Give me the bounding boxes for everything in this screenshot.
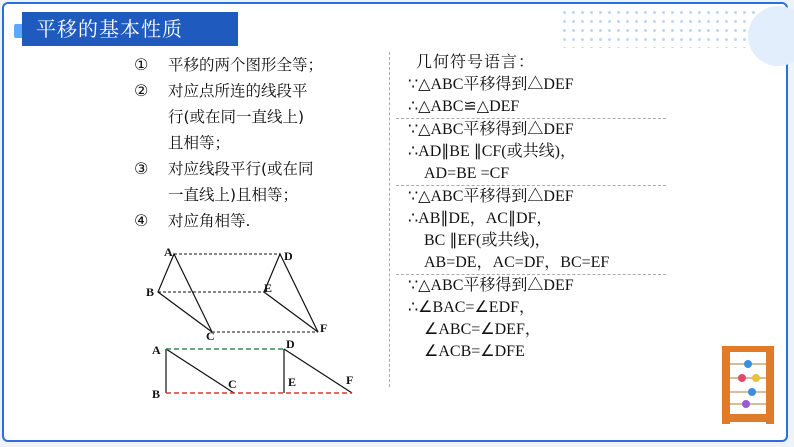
label-d: D [286,338,295,351]
label-c: C [228,377,237,391]
property-text: 一直线上)且相等； [168,186,299,204]
column-divider [389,52,390,387]
property-item [124,208,394,234]
segment-ac [166,349,234,393]
label-e: E [264,281,273,295]
symbolic-block [396,119,666,186]
label-f: F [346,373,354,387]
symbolic-line: ∵△ABC平移得到△DEF [408,188,574,205]
symbolic-line: ∵△ABC平移得到△DEF [408,76,574,93]
label-a: A [164,246,173,259]
property-text: 行(或在同一直线上) [168,108,305,126]
property-item [124,156,394,208]
translation-figure-1 [140,246,340,342]
label-b: B [152,387,161,401]
label-c: C [206,329,215,342]
symbolic-line: ∴∠BAC=∠EDF， [408,299,536,316]
abacus-icon [718,342,778,426]
symbolic-line: BC ∥EF(或共线)， [424,232,551,249]
slide-frame [2,2,788,442]
symbolic-language-panel [396,50,666,363]
symbolic-line: ∠ABC=∠DEF， [424,321,541,338]
symbolic-line: AD=BE =CF [424,165,510,182]
symbolic-block [396,186,666,275]
symbolic-line: ∠ACB=∠DFE [424,343,525,360]
label-e: E [288,375,297,389]
property-text: 对应线段平行(或在同 [168,160,314,178]
label-a: A [152,343,161,357]
property-text: 且相等； [168,134,231,152]
triangle-abc [158,254,212,332]
property-number: ① [134,55,149,74]
property-text: 平移的两个图形全等； [168,56,324,74]
properties-list [124,52,394,234]
property-number: ③ [134,159,149,178]
label-d: D [284,249,293,263]
page-title: 平移的基本性质 [22,12,238,46]
translation-figure-2 [140,338,370,404]
triangle-def [264,254,318,332]
symbolic-line: ∴AD∥BE ∥CF(或共线)， [408,143,576,160]
property-number: ④ [134,211,149,230]
label-b: B [146,285,155,299]
symbolic-line: AB=DE，AC=DF，BC=EF [424,254,610,271]
symbolic-title: 几何符号语言： [416,52,536,71]
property-text: 对应角相等. [168,212,251,230]
symbolic-block [396,74,666,119]
property-item [124,52,394,78]
symbolic-line: ∵△ABC平移得到△DEF [408,277,574,294]
symbolic-line: ∴AB∥DE，AC∥DF， [408,210,553,227]
symbolic-block [396,275,666,363]
property-item [124,78,394,156]
symbolic-line: ∵△ABC平移得到△DEF [408,121,574,138]
label-f: F [320,321,328,335]
property-text: 对应点所连的线段平 [168,82,308,100]
symbolic-line: ∴△ABC≌△DEF [408,98,520,115]
property-number: ② [134,81,149,100]
